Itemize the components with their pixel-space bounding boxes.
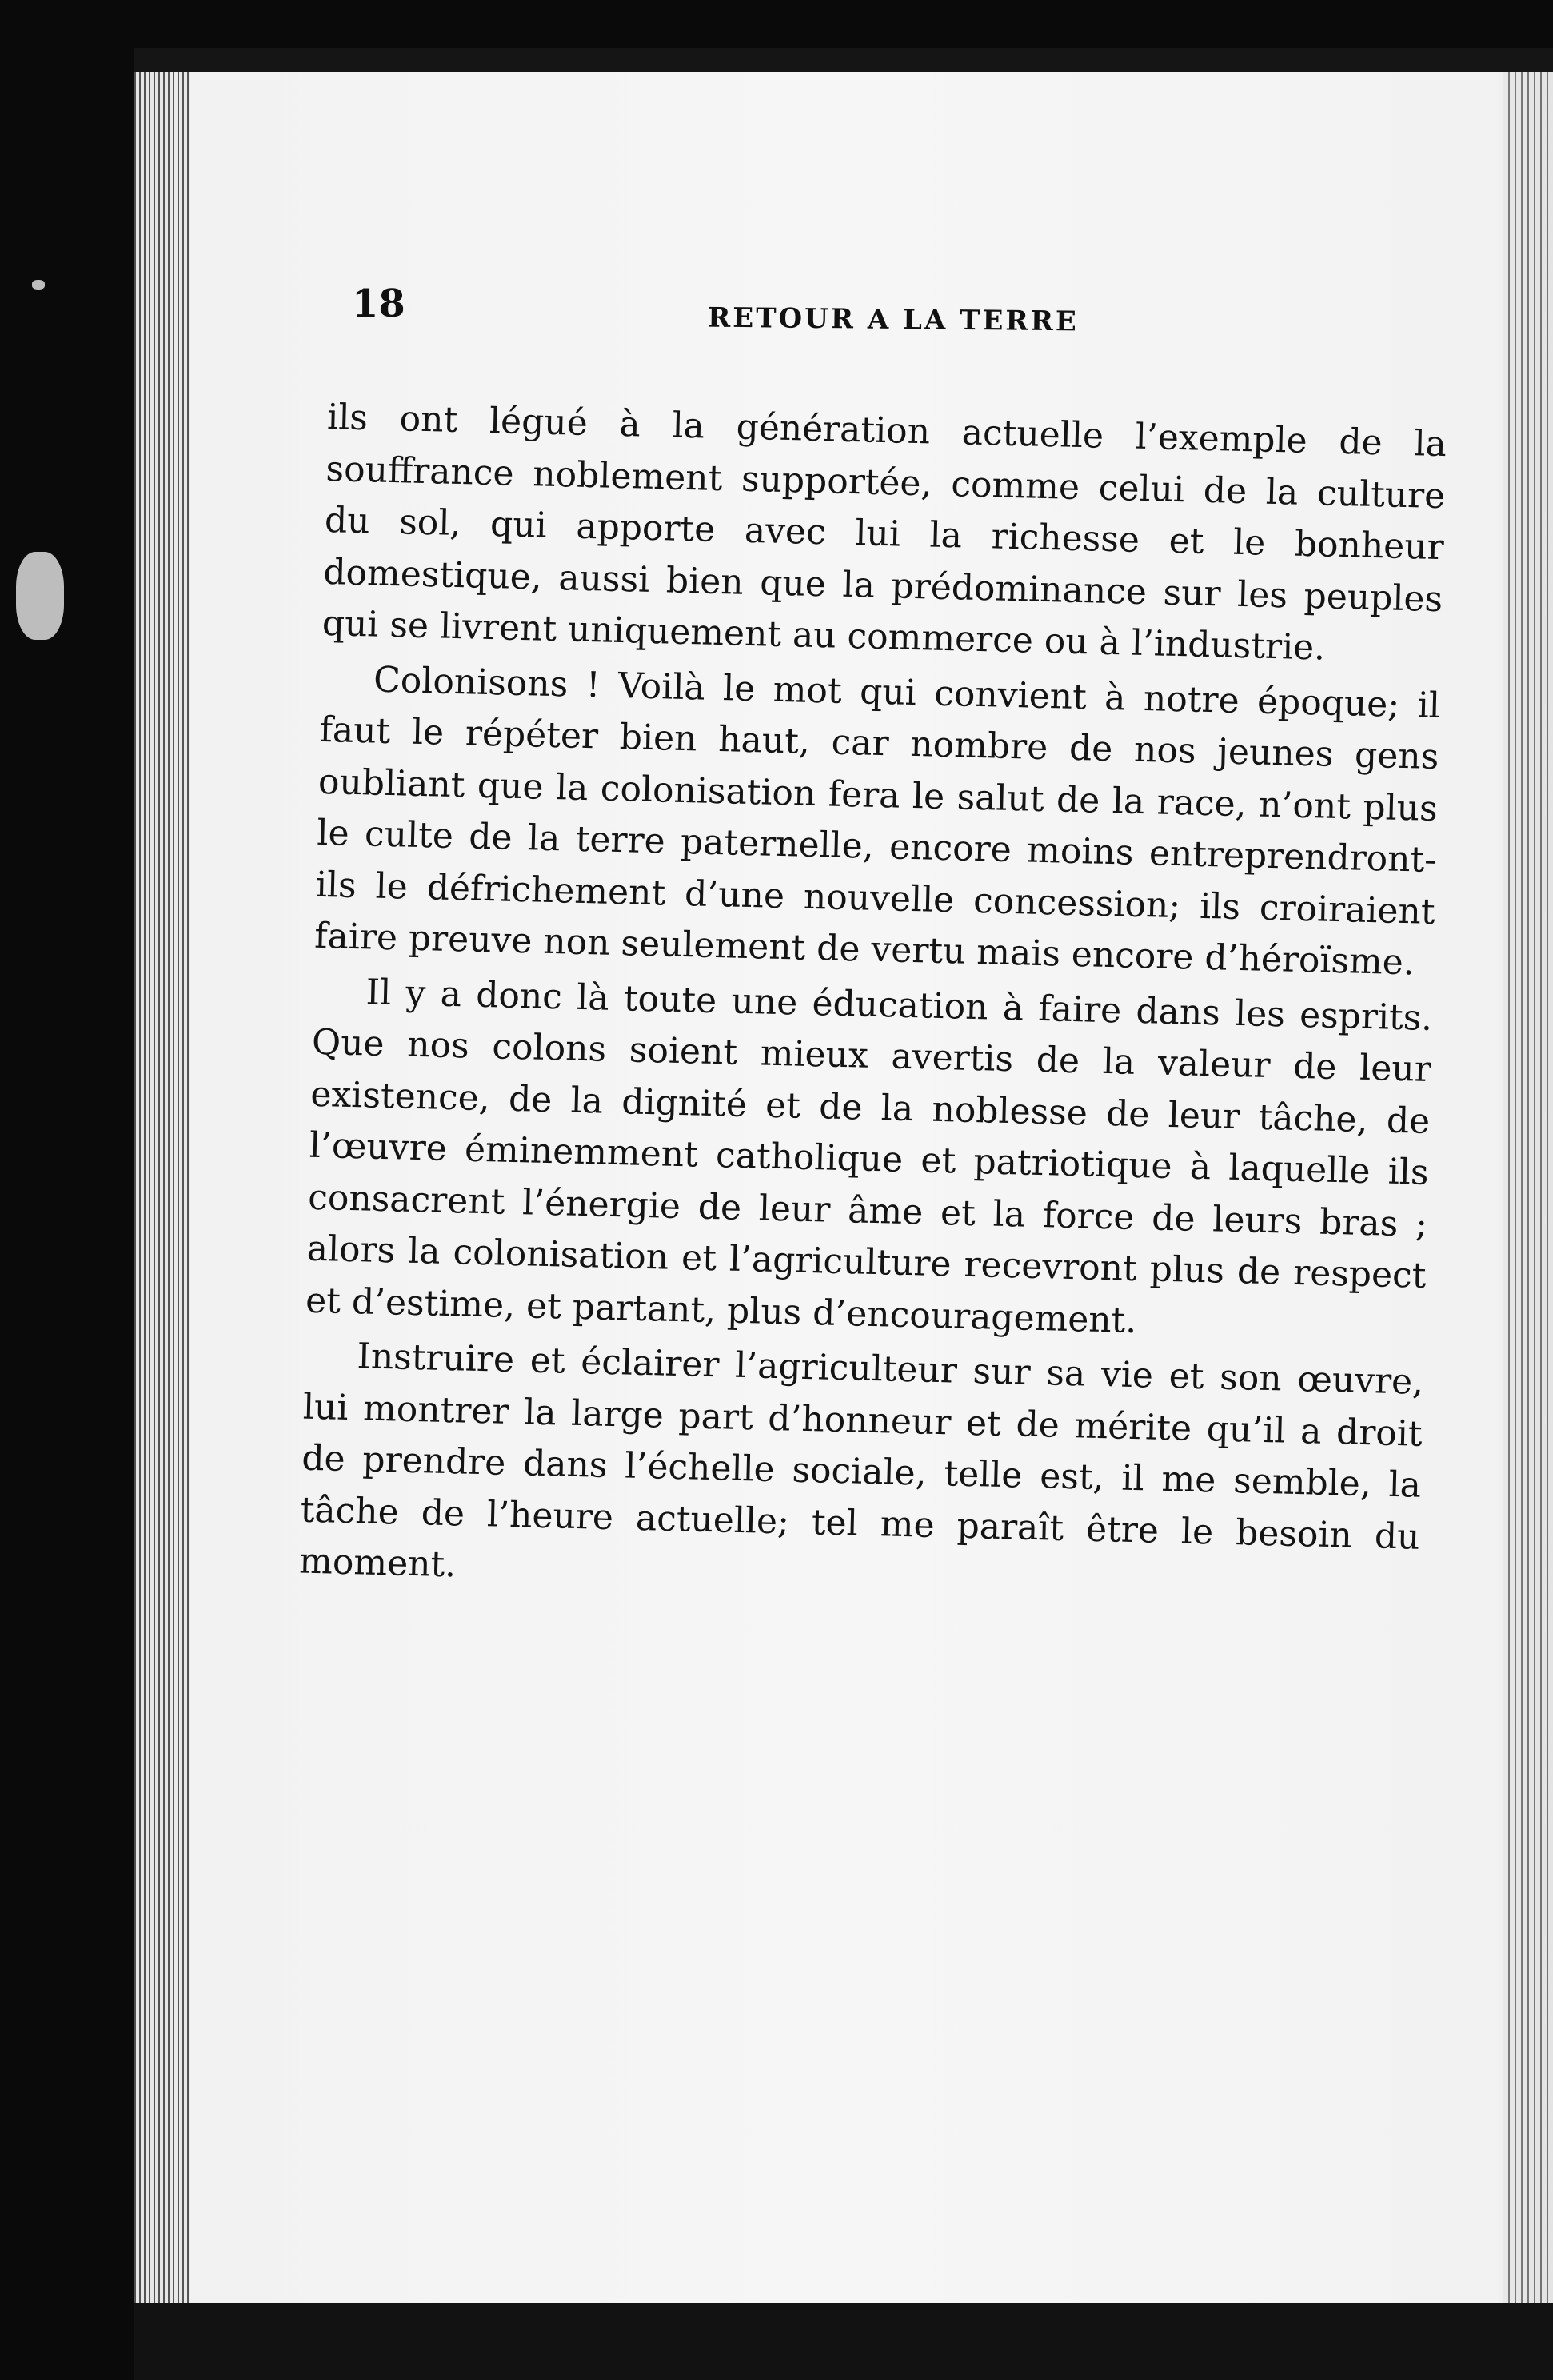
running-title: RETOUR A LA TERRE <box>707 301 1080 338</box>
page-header <box>352 282 1471 345</box>
paragraph: ils ont légué à la génération actuelle l’exemple de la souffrance noblement supportée, comme celui de la culture du sol, qui apporte avec lui la richesse et le bonheur domestique, aussi bien que la prédominance sur les peuples qui se livrent uniquement au commerce ou à l’industrie. <box>321 396 1447 669</box>
paragraph: Instruire et éclairer l’agriculteur sur sa vie et son œuvre, lui montrer la large part d’honneur et de mérite qu’il a droit de prendre dans l’échelle sociale, telle est, il me semble, la tâche de l’heure actuelle; tel me paraît être le besoin du moment. <box>298 1336 1424 1586</box>
paragraph: Il y a donc là toute une éducation à faire dans les esprits. Que nos colons soient mieux avertis de la valeur de leur existence, de la dignité et de la noblesse de leur tâche, de l’œuvre éminemment catholique et patriotique à laquelle ils consacrent l’énergie de leur âme et la force de leurs bras ; alors la colonisation et l’agriculture recevront plus de respect et d’estime, et partant, plus d’encouragement. <box>305 971 1433 1341</box>
page-number: 18 <box>352 282 405 326</box>
scan-artifact <box>32 280 45 290</box>
body-text <box>298 392 1447 1618</box>
scan-bottom-border <box>134 2303 1553 2380</box>
paragraph: Colonisons ! Voilà le mot qui convient à notre époque; il faut le répéter bien haut, car nombre de nos jeunes gens oubliant que la colonisation fera le salut de la race, n’ont plus le culte de la terre paternelle, encore moins entreprendront-ils le défrichement d’une nouvelle concession; ils croiraient faire preuve non seulement de vertu mais encore d’héroïsme. <box>313 659 1441 984</box>
page-right-edge <box>1503 72 1553 2311</box>
page-binding-edge <box>134 72 190 2311</box>
scan-artifact <box>16 552 64 640</box>
